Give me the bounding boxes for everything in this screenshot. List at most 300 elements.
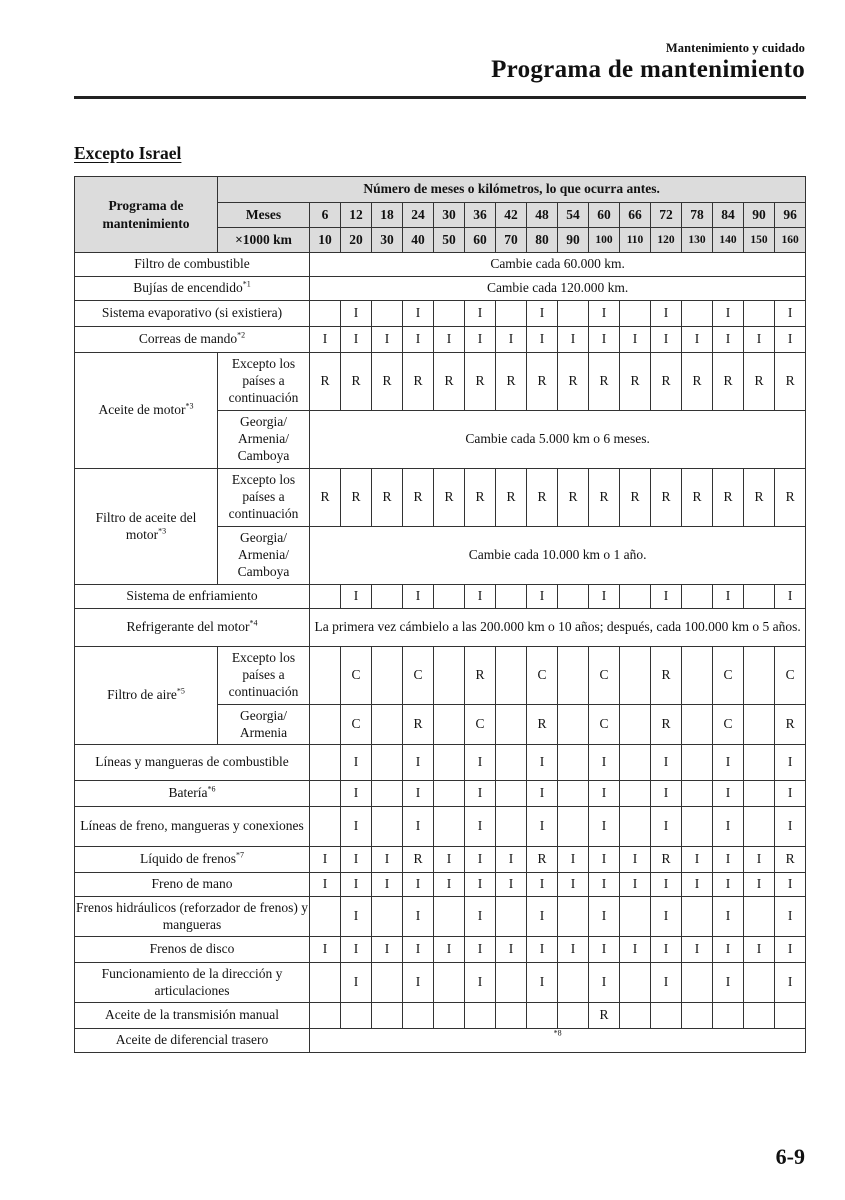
footnote-ref: *7 — [235, 850, 244, 860]
schedule-cell: R — [372, 469, 403, 527]
schedule-cell: I — [620, 327, 651, 353]
months-value: 48 — [527, 203, 558, 228]
schedule-cell: I — [310, 937, 341, 963]
km-value: 150 — [744, 228, 775, 253]
table-row — [75, 585, 806, 609]
table-row — [75, 897, 806, 937]
schedule-cell: R — [589, 1003, 620, 1029]
table-row — [75, 469, 806, 527]
schedule-cell: I — [372, 937, 403, 963]
schedule-cell: I — [341, 781, 372, 807]
row-label-text: Frenos hidráulicos (reforzador de frenos) y mangueras — [75, 899, 309, 932]
row-label — [75, 469, 218, 585]
schedule-cell — [434, 585, 465, 609]
schedule-cell: I — [589, 585, 620, 609]
schedule-cell: I — [465, 937, 496, 963]
schedule-cell — [434, 745, 465, 781]
schedule-cell — [682, 647, 713, 705]
schedule-cell: I — [341, 301, 372, 327]
schedule-cell: R — [341, 353, 372, 411]
row-label-text: Sistema de enfriamiento — [126, 588, 258, 604]
schedule-cell: R — [620, 469, 651, 527]
schedule-cell: R — [558, 469, 589, 527]
schedule-cell: I — [558, 937, 589, 963]
schedule-cell: I — [465, 807, 496, 847]
schedule-cell: C — [341, 705, 372, 745]
schedule-cell — [620, 897, 651, 937]
schedule-cell — [403, 1003, 434, 1029]
schedule-cell: I — [775, 897, 806, 937]
schedule-cell — [496, 1003, 527, 1029]
schedule-cell: R — [651, 847, 682, 873]
row-label — [75, 897, 310, 937]
row-label-text: Batería — [168, 785, 208, 801]
schedule-cell — [310, 301, 341, 327]
row-label — [75, 873, 310, 897]
schedule-note: La primera vez cámbielo a las 200.000 km o 10 años; después, cada 100.000 km o 5 años. — [310, 609, 806, 647]
schedule-cell: I — [403, 781, 434, 807]
schedule-cell: I — [589, 897, 620, 937]
schedule-cell: R — [775, 353, 806, 411]
table-row — [75, 253, 806, 277]
schedule-cell — [310, 897, 341, 937]
schedule-cell: R — [527, 705, 558, 745]
schedule-cell: R — [527, 847, 558, 873]
schedule-cell: I — [775, 937, 806, 963]
schedule-cell: R — [558, 353, 589, 411]
schedule-cell: I — [372, 873, 403, 897]
schedule-cell — [434, 897, 465, 937]
schedule-cell: I — [465, 897, 496, 937]
schedule-cell — [372, 585, 403, 609]
schedule-cell: I — [589, 937, 620, 963]
schedule-cell — [496, 585, 527, 609]
schedule-cell: R — [775, 469, 806, 527]
schedule-cell — [372, 647, 403, 705]
months-label: Meses — [218, 203, 310, 228]
schedule-cell — [496, 897, 527, 937]
months-value: 24 — [403, 203, 434, 228]
schedule-cell — [434, 647, 465, 705]
schedule-cell: I — [713, 847, 744, 873]
row-label-text: Bujías de encendido — [133, 280, 243, 296]
schedule-cell: I — [589, 301, 620, 327]
schedule-cell: C — [465, 705, 496, 745]
schedule-cell: I — [744, 847, 775, 873]
table-row — [75, 609, 806, 647]
schedule-cell: I — [744, 873, 775, 897]
schedule-cell: I — [713, 897, 744, 937]
schedule-cell: I — [744, 937, 775, 963]
row-label-text: Freno de mano — [151, 876, 233, 892]
schedule-cell: I — [775, 781, 806, 807]
schedule-cell — [744, 647, 775, 705]
schedule-cell — [620, 585, 651, 609]
schedule-cell: C — [713, 705, 744, 745]
sub-label: Excepto los países a continuación — [218, 647, 310, 705]
km-value: 160 — [775, 228, 806, 253]
schedule-cell — [558, 963, 589, 1003]
schedule-cell: R — [434, 353, 465, 411]
schedule-cell — [496, 807, 527, 847]
schedule-cell: R — [589, 353, 620, 411]
schedule-cell — [341, 1003, 372, 1029]
table-row — [75, 963, 806, 1003]
schedule-cell: R — [496, 353, 527, 411]
schedule-cell: I — [651, 963, 682, 1003]
row-label — [75, 327, 310, 353]
schedule-cell — [558, 1003, 589, 1029]
schedule-cell: I — [713, 873, 744, 897]
schedule-cell — [434, 1003, 465, 1029]
schedule-cell — [496, 301, 527, 327]
schedule-cell — [310, 585, 341, 609]
months-value: 60 — [589, 203, 620, 228]
schedule-cell: R — [651, 353, 682, 411]
title-divider — [74, 96, 806, 99]
months-value: 66 — [620, 203, 651, 228]
schedule-cell: C — [713, 647, 744, 705]
schedule-cell: I — [527, 963, 558, 1003]
page-number: 6-9 — [775, 1144, 805, 1169]
row-label — [75, 745, 310, 781]
schedule-cell: C — [403, 647, 434, 705]
schedule-cell: I — [682, 847, 713, 873]
km-value: 80 — [527, 228, 558, 253]
schedule-cell: I — [434, 327, 465, 353]
schedule-cell — [372, 807, 403, 847]
schedule-cell: R — [682, 353, 713, 411]
km-value: 40 — [403, 228, 434, 253]
section-header: Mantenimiento y cuidado — [665, 41, 805, 55]
row-label — [75, 647, 218, 745]
row-label — [75, 937, 310, 963]
schedule-cell — [310, 705, 341, 745]
schedule-cell: I — [713, 745, 744, 781]
schedule-cell: R — [713, 353, 744, 411]
months-value: 72 — [651, 203, 682, 228]
table-row — [75, 327, 806, 353]
schedule-cell: I — [403, 807, 434, 847]
schedule-cell — [744, 301, 775, 327]
schedule-cell: I — [651, 937, 682, 963]
schedule-cell — [496, 647, 527, 705]
schedule-cell — [310, 647, 341, 705]
schedule-cell: I — [651, 745, 682, 781]
schedule-cell: I — [589, 807, 620, 847]
schedule-cell: R — [527, 353, 558, 411]
schedule-cell: R — [589, 469, 620, 527]
table-row — [75, 353, 806, 411]
table-row — [75, 1003, 806, 1029]
schedule-cell: I — [682, 873, 713, 897]
schedule-cell — [744, 585, 775, 609]
schedule-cell — [744, 1003, 775, 1029]
table-row — [75, 1029, 806, 1053]
schedule-cell — [310, 781, 341, 807]
schedule-cell: I — [620, 937, 651, 963]
schedule-cell — [620, 963, 651, 1003]
schedule-cell: I — [310, 873, 341, 897]
schedule-cell: I — [465, 745, 496, 781]
schedule-cell — [744, 963, 775, 1003]
schedule-cell: R — [775, 847, 806, 873]
schedule-cell: I — [496, 937, 527, 963]
km-value: 70 — [496, 228, 527, 253]
table-row — [75, 745, 806, 781]
table-row — [75, 277, 806, 301]
km-value: 60 — [465, 228, 496, 253]
schedule-cell — [465, 1003, 496, 1029]
schedule-cell: R — [713, 469, 744, 527]
schedule-cell: I — [341, 585, 372, 609]
schedule-cell: I — [403, 327, 434, 353]
table-row — [75, 781, 806, 807]
schedule-cell: R — [341, 469, 372, 527]
schedule-note: Cambie cada 5.000 km o 6 meses. — [310, 411, 806, 469]
km-value: 30 — [372, 228, 403, 253]
row-label-text: Aceite de la transmisión manual — [105, 1007, 279, 1023]
schedule-cell: I — [403, 873, 434, 897]
schedule-cell: I — [465, 301, 496, 327]
row-label-text: Líneas de freno, mangueras y conexiones — [80, 818, 304, 834]
schedule-cell: I — [713, 301, 744, 327]
row-label-text: Filtro de aire — [107, 687, 177, 703]
schedule-cell: I — [403, 301, 434, 327]
months-value: 84 — [713, 203, 744, 228]
schedule-cell: R — [403, 847, 434, 873]
table-row — [75, 847, 806, 873]
footnote-ref: *3 — [158, 526, 167, 535]
km-value: 100 — [589, 228, 620, 253]
schedule-cell — [744, 781, 775, 807]
sub-label: Georgia/ Armenia/ Camboya — [218, 527, 310, 585]
schedule-cell: I — [651, 873, 682, 897]
schedule-note: Cambie cada 10.000 km o 1 año. — [310, 527, 806, 585]
months-value: 18 — [372, 203, 403, 228]
schedule-cell: I — [465, 847, 496, 873]
sub-label: Georgia/ Armenia/ Camboya — [218, 411, 310, 469]
table-body — [75, 177, 806, 1053]
schedule-cell — [434, 705, 465, 745]
schedule-cell — [682, 585, 713, 609]
schedule-cell: C — [341, 647, 372, 705]
schedule-cell: I — [651, 327, 682, 353]
row-label-text: Líquido de frenos — [140, 851, 236, 867]
sub-label: Excepto los países a continuación — [218, 469, 310, 527]
row-label — [75, 609, 310, 647]
row-label — [75, 1003, 310, 1029]
schedule-cell — [310, 807, 341, 847]
schedule-cell: I — [341, 937, 372, 963]
schedule-cell: I — [434, 937, 465, 963]
schedule-cell: C — [589, 705, 620, 745]
schedule-cell: I — [651, 807, 682, 847]
schedule-cell: I — [775, 963, 806, 1003]
schedule-cell — [620, 807, 651, 847]
footnote-ref: *6 — [207, 784, 216, 794]
schedule-cell — [620, 745, 651, 781]
table-row — [75, 873, 806, 897]
schedule-cell — [558, 807, 589, 847]
schedule-cell — [682, 745, 713, 781]
schedule-cell — [744, 745, 775, 781]
maintenance-schedule-table — [74, 176, 806, 1053]
row-label-text: Refrigerante del motor — [126, 619, 250, 635]
schedule-cell — [775, 1003, 806, 1029]
months-value: 12 — [341, 203, 372, 228]
schedule-cell: I — [341, 807, 372, 847]
schedule-note: Cambie cada 60.000 km. — [310, 253, 806, 277]
schedule-cell — [744, 897, 775, 937]
schedule-cell — [372, 745, 403, 781]
months-value: 78 — [682, 203, 713, 228]
schedule-cell — [620, 1003, 651, 1029]
table-row — [75, 647, 806, 705]
schedule-cell: R — [403, 353, 434, 411]
schedule-cell: I — [465, 963, 496, 1003]
footnote-ref: *1 — [242, 279, 251, 289]
subheading: Excepto Israel — [74, 143, 182, 163]
months-value: 6 — [310, 203, 341, 228]
schedule-cell: R — [434, 469, 465, 527]
footnote-ref: *2 — [237, 330, 246, 340]
schedule-cell — [682, 705, 713, 745]
schedule-cell: I — [651, 301, 682, 327]
schedule-cell: R — [310, 469, 341, 527]
schedule-cell — [713, 1003, 744, 1029]
row-label-text: Filtro de combustible — [134, 256, 250, 272]
schedule-cell — [496, 705, 527, 745]
schedule-cell: I — [372, 327, 403, 353]
schedule-cell: I — [744, 327, 775, 353]
km-value: 120 — [651, 228, 682, 253]
km-value: 130 — [682, 228, 713, 253]
schedule-cell: R — [496, 469, 527, 527]
schedule-cell: C — [527, 647, 558, 705]
schedule-cell: R — [744, 469, 775, 527]
schedule-cell: I — [620, 847, 651, 873]
header-title: Número de meses o kilómetros, lo que ocurra antes. — [218, 177, 806, 203]
schedule-cell: I — [682, 327, 713, 353]
sub-label: Georgia/ Armenia — [218, 705, 310, 745]
schedule-cell — [682, 1003, 713, 1029]
schedule-cell: R — [465, 469, 496, 527]
schedule-cell: I — [713, 781, 744, 807]
schedule-cell: I — [310, 327, 341, 353]
schedule-cell: I — [651, 781, 682, 807]
schedule-cell: R — [651, 705, 682, 745]
km-value: 110 — [620, 228, 651, 253]
row-label — [75, 353, 218, 469]
schedule-cell — [682, 963, 713, 1003]
schedule-cell: I — [465, 327, 496, 353]
km-value: 50 — [434, 228, 465, 253]
schedule-cell: I — [682, 937, 713, 963]
schedule-cell — [372, 781, 403, 807]
sub-label: Excepto los países a continuación — [218, 353, 310, 411]
schedule-cell: I — [589, 327, 620, 353]
row-label — [75, 807, 310, 847]
km-value: 90 — [558, 228, 589, 253]
schedule-cell: I — [527, 585, 558, 609]
schedule-cell — [744, 807, 775, 847]
row-label — [75, 585, 310, 609]
schedule-cell: I — [713, 963, 744, 1003]
schedule-cell — [620, 705, 651, 745]
schedule-cell: I — [310, 847, 341, 873]
schedule-cell: R — [465, 647, 496, 705]
schedule-cell — [434, 963, 465, 1003]
schedule-cell: R — [310, 353, 341, 411]
schedule-cell: I — [403, 963, 434, 1003]
schedule-cell — [558, 745, 589, 781]
schedule-cell: R — [651, 469, 682, 527]
schedule-cell: I — [589, 873, 620, 897]
schedule-cell: I — [527, 897, 558, 937]
schedule-cell: R — [527, 469, 558, 527]
schedule-cell — [620, 647, 651, 705]
schedule-cell — [372, 963, 403, 1003]
months-value: 54 — [558, 203, 589, 228]
row-label — [75, 847, 310, 873]
schedule-cell: I — [341, 963, 372, 1003]
schedule-cell: I — [527, 745, 558, 781]
schedule-cell: I — [341, 745, 372, 781]
schedule-cell: C — [589, 647, 620, 705]
schedule-cell: I — [713, 937, 744, 963]
schedule-cell: I — [713, 807, 744, 847]
schedule-cell: I — [527, 807, 558, 847]
schedule-cell: I — [465, 781, 496, 807]
table-row — [75, 301, 806, 327]
schedule-cell: I — [403, 745, 434, 781]
schedule-cell: R — [775, 705, 806, 745]
schedule-cell — [682, 897, 713, 937]
row-label-text: Aceite de motor — [98, 402, 186, 418]
row-label — [75, 301, 310, 327]
schedule-cell: I — [496, 873, 527, 897]
schedule-cell: I — [527, 873, 558, 897]
schedule-cell: I — [527, 327, 558, 353]
schedule-cell: I — [558, 873, 589, 897]
schedule-cell: I — [372, 847, 403, 873]
schedule-cell — [558, 705, 589, 745]
row-label-text: Aceite de diferencial trasero — [115, 1032, 269, 1048]
corner-label: Programa de mantenimiento — [75, 177, 218, 253]
schedule-cell — [651, 1003, 682, 1029]
schedule-cell — [372, 1003, 403, 1029]
schedule-cell — [558, 301, 589, 327]
schedule-cell: I — [341, 327, 372, 353]
schedule-cell: I — [403, 585, 434, 609]
row-label-text: Correas de mando — [138, 331, 238, 347]
schedule-cell — [434, 301, 465, 327]
schedule-cell: I — [775, 327, 806, 353]
schedule-cell: I — [465, 585, 496, 609]
schedule-cell — [744, 705, 775, 745]
row-label-text: Filtro de aceite del motor — [95, 509, 197, 542]
schedule-cell: I — [341, 897, 372, 937]
schedule-note — [310, 1029, 806, 1053]
row-label-text: Frenos de disco — [149, 941, 235, 957]
schedule-cell — [372, 301, 403, 327]
schedule-cell — [310, 963, 341, 1003]
km-value: 20 — [341, 228, 372, 253]
schedule-cell — [558, 647, 589, 705]
table-row — [75, 937, 806, 963]
schedule-cell: I — [434, 847, 465, 873]
